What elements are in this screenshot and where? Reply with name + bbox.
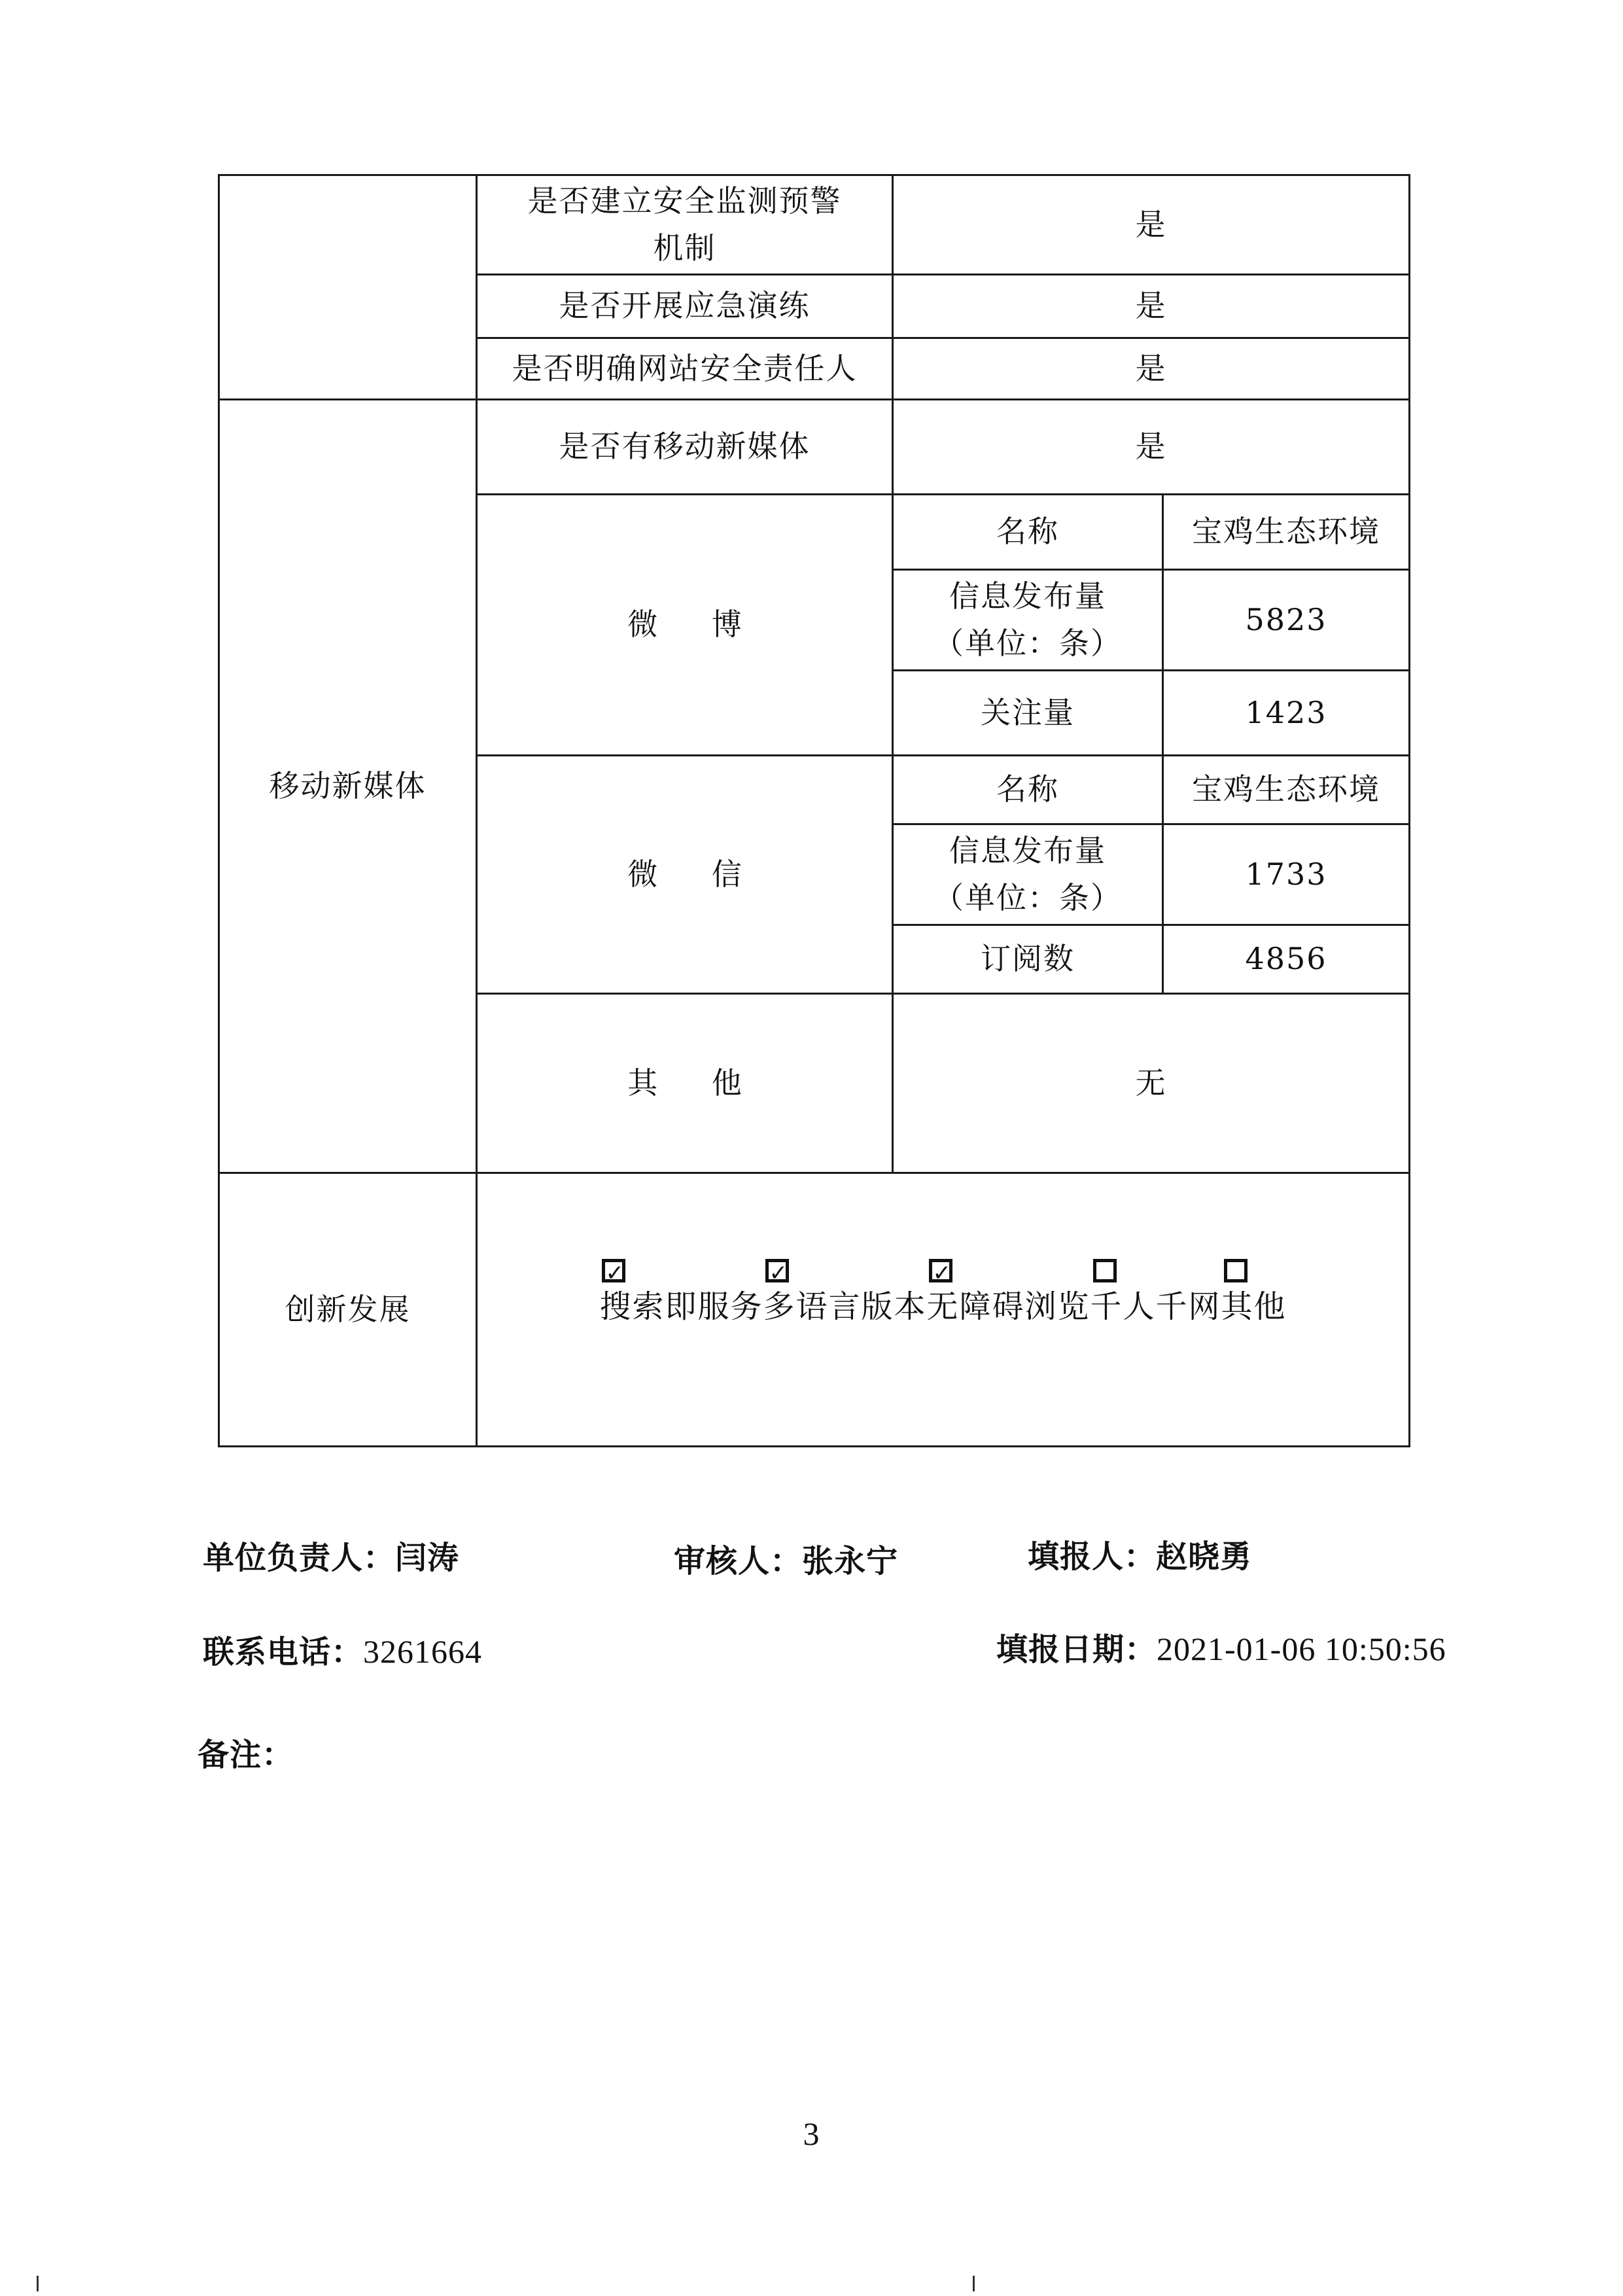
weibo-followers-value: [1162, 669, 1410, 756]
innovation-options: [599, 1259, 1286, 1331]
option-other[interactable]: [1221, 1259, 1287, 1331]
security-row-label: [476, 174, 894, 275]
page-number: 3: [803, 2115, 820, 2152]
label-line: 机制: [653, 230, 716, 266]
other-label-cell: [476, 993, 894, 1174]
key-text: 关注量: [981, 694, 1075, 730]
other-label: 其 他: [627, 1065, 764, 1101]
scan-mark: [973, 2276, 975, 2291]
key-line: 信息发布量: [949, 578, 1106, 614]
label-text: 是否有移动新媒体: [559, 429, 811, 465]
checkbox-unchecked-icon[interactable]: [1093, 1259, 1117, 1282]
label-text: 是否明确网站安全责任人: [512, 350, 858, 386]
field-value: 3261664: [363, 1633, 483, 1670]
unit-head-field: [203, 1532, 459, 1578]
checkbox-unchecked-icon[interactable]: [1224, 1259, 1248, 1282]
value-text: 是: [1135, 206, 1167, 242]
field-value: 张永宁: [802, 1543, 899, 1580]
security-row-value: [892, 337, 1410, 400]
wechat-name-value: [1162, 754, 1410, 825]
option-label: 千人千网: [1090, 1288, 1221, 1326]
security-section-cell: [218, 174, 478, 400]
value-text: 是: [1135, 429, 1167, 465]
option-label: 多语言版本: [763, 1288, 927, 1326]
weibo-name-value: [1162, 493, 1410, 571]
value-text: 宝鸡生态环境: [1192, 771, 1380, 807]
option-label: 搜索即服务: [599, 1288, 763, 1326]
weibo-posts-key: [892, 569, 1164, 671]
option-search-service[interactable]: [599, 1259, 763, 1331]
key-line: （单位：条）: [934, 879, 1122, 915]
mobile-section-label: 移动新媒体: [269, 768, 427, 804]
phone-field: [203, 1627, 482, 1672]
value-text: 无: [1135, 1065, 1167, 1101]
option-personalized[interactable]: [1091, 1259, 1221, 1331]
weibo-posts-value: [1162, 569, 1410, 671]
innovation-label: 创新发展: [285, 1291, 411, 1327]
other-value-cell: [892, 993, 1410, 1174]
value-text: 1733: [1245, 856, 1327, 892]
weibo-label-cell: [476, 493, 894, 756]
value-text: 5823: [1245, 601, 1327, 637]
field-value: 闫涛: [395, 1540, 460, 1576]
checkbox-checked-icon[interactable]: ✓: [765, 1259, 789, 1282]
field-label: 填报人：: [1028, 1538, 1157, 1575]
scan-mark: [37, 2276, 39, 2291]
reviewer-field: [674, 1536, 898, 1581]
key-text: 名称: [996, 514, 1059, 550]
mobile-section-cell: [218, 398, 478, 1174]
weibo-label: 微 博: [627, 607, 764, 643]
option-accessibility[interactable]: [926, 1259, 1090, 1331]
security-row-value: [892, 274, 1410, 339]
wechat-label: 微 信: [627, 856, 764, 892]
label-line: 是否建立安全监测预警: [527, 183, 842, 219]
security-row-label: [476, 274, 894, 339]
field-label: 填报日期：: [996, 1631, 1157, 1668]
value-text: 是: [1135, 288, 1167, 324]
wechat-label-cell: [476, 754, 894, 995]
weibo-name-key: [892, 493, 1164, 571]
wechat-posts-value: [1162, 823, 1410, 926]
weibo-followers-key: [892, 669, 1164, 756]
checkbox-checked-icon[interactable]: ✓: [602, 1259, 625, 1282]
field-label: 审核人：: [674, 1543, 803, 1580]
wechat-subscribers-value: [1162, 924, 1410, 995]
value-text: 1423: [1245, 694, 1327, 730]
field-value: 2021-01-06 10:50:56: [1157, 1631, 1446, 1667]
label-text: 是否开展应急演练: [559, 288, 811, 324]
innovation-section-cell: [218, 1172, 478, 1447]
key-text: 订阅数: [981, 941, 1075, 977]
field-label: 单位负责人：: [203, 1540, 396, 1576]
field-value: 赵晓勇: [1156, 1538, 1253, 1575]
checkbox-checked-icon[interactable]: ✓: [929, 1259, 952, 1282]
option-multilingual[interactable]: [763, 1259, 926, 1331]
key-line: （单位：条）: [934, 625, 1122, 661]
wechat-name-key: [892, 754, 1164, 825]
field-label: 备注：: [198, 1737, 294, 1773]
has-mobile-value-cell: [892, 398, 1410, 495]
security-row-value: [892, 174, 1410, 275]
option-label: 无障碍浏览: [926, 1288, 1091, 1326]
field-label: 联系电话：: [203, 1634, 364, 1670]
remarks-field: [198, 1729, 294, 1775]
value-text: 宝鸡生态环境: [1192, 514, 1380, 550]
value-text: 4856: [1245, 941, 1327, 977]
option-label: 其他: [1221, 1288, 1287, 1326]
filler-field: [1028, 1531, 1252, 1576]
wechat-posts-key: [892, 823, 1164, 926]
innovation-options-cell: [476, 1172, 1410, 1447]
has-mobile-label-cell: [476, 398, 894, 495]
key-text: 名称: [996, 771, 1059, 807]
key-line: 信息发布量: [949, 833, 1106, 869]
value-text: 是: [1135, 350, 1167, 386]
security-row-label: [476, 337, 894, 400]
wechat-subscribers-key: [892, 924, 1164, 995]
date-field: [996, 1624, 1446, 1669]
